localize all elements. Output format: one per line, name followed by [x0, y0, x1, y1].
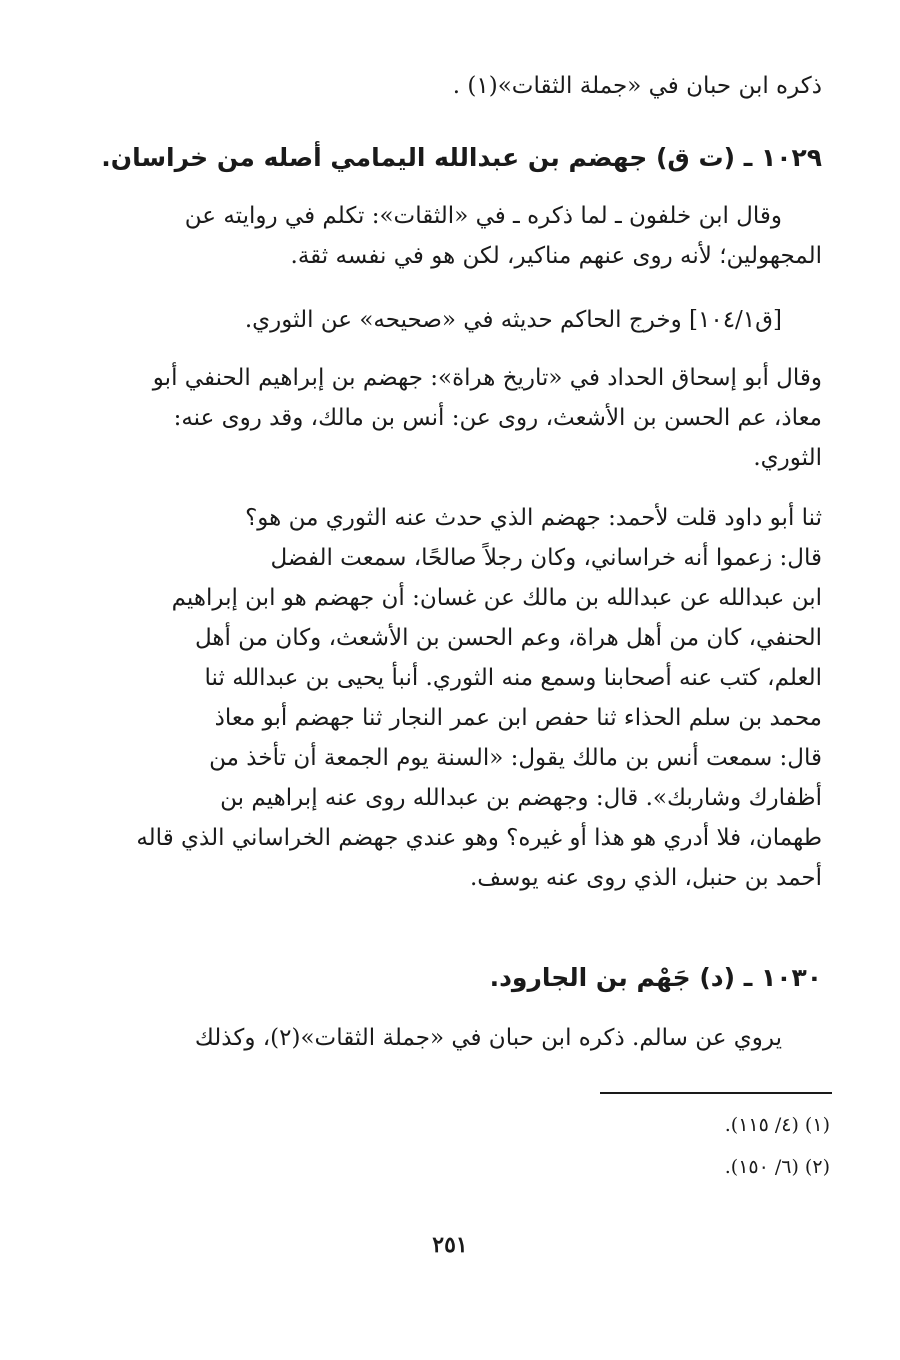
text-line: وقال ابن خلفون ـ لما ذكره ـ في «الثقات»: تكلم في روايته عن — [184, 203, 782, 229]
text-line: ثنا أبو داود قلت لأحمد: جهضم الذي حدث عنه الثوري من هو؟ — [245, 505, 822, 531]
text-line: طهمان، فلا أدري هو هذا أو غيره؟ وهو عندي جهضم الخراساني الذي قاله — [136, 825, 822, 851]
footnote-1: (١) (٤/ ١١٥). — [724, 1114, 830, 1136]
entry-heading-1029: ١٠٢٩ ـ (ت ق) جهضم بن عبدالله اليمامي أصله من خراسان. — [101, 143, 822, 172]
text-line: أظفارك وشاربك». قال: وجهضم بن عبدالله روى عنه إبراهيم بن — [220, 785, 822, 811]
continuation-line — [122, 66, 822, 106]
text-line: محمد بن سلم الحذاء ثنا حفص ابن عمر النجار ثنا جهضم أبو معاذ — [214, 705, 822, 731]
paragraph-hakim — [122, 300, 822, 340]
text-line: الثوري. — [753, 445, 822, 471]
text-line: الحنفي، كان من أهل هراة، وعم الحسن بن الأشعث، وكان من أهل — [194, 625, 822, 651]
text-line: أحمد بن حنبل، الذي روى عنه يوسف. — [469, 865, 822, 891]
footnote-separator — [600, 1092, 832, 1094]
text-line: العلم، كتب عنه أصحابنا وسمع منه الثوري. أنبأ يحيى بن عبدالله ثنا — [204, 665, 822, 691]
paragraph-abu-dawud — [122, 498, 822, 898]
text-line: يروي عن سالم. ذكره ابن حبان في «جملة الثقات»(٢)، وكذلك — [194, 1025, 782, 1051]
footnote-2: (٢) (٦/ ١٥٠). — [724, 1156, 830, 1178]
text-line: ذكره ابن حبان في «جملة الثقات»(١) . — [452, 73, 822, 99]
page-number: ٢٥١ — [432, 1232, 468, 1258]
paragraph-ibn-khalfun — [122, 196, 822, 276]
paragraph-jahm — [122, 1018, 822, 1058]
text-line: ابن عبدالله عن عبدالله بن مالك عن غسان: أن جهضم هو ابن إبراهيم — [171, 585, 822, 611]
entry-heading-1030: ١٠٣٠ ـ (د) جَهْم بن الجارود. — [489, 963, 822, 992]
paragraph-haddad — [122, 358, 822, 478]
text-line: قال: سمعت أنس بن مالك يقول: «السنة يوم الجمعة أن تأخذ من — [209, 745, 822, 771]
text-line: معاذ، عم الحسن بن الأشعث، روى عن: أنس بن مالك، وقد روى عنه: — [173, 405, 822, 431]
text-line: قال: زعموا أنه خراساني، وكان رجلاً صالحًا، سمعت الفضل — [270, 545, 822, 571]
text-line: وقال أبو إسحاق الحداد في «تاريخ هراة»: جهضم بن إبراهيم الحنفي أبو — [152, 365, 822, 391]
text-line: [ق١٠٤/١] وخرج الحاكم حديثه في «صحيحه» عن الثوري. — [244, 307, 782, 333]
text-line: المجهولين؛ لأنه روى عنهم مناكير، لكن هو في نفسه ثقة. — [290, 243, 822, 269]
